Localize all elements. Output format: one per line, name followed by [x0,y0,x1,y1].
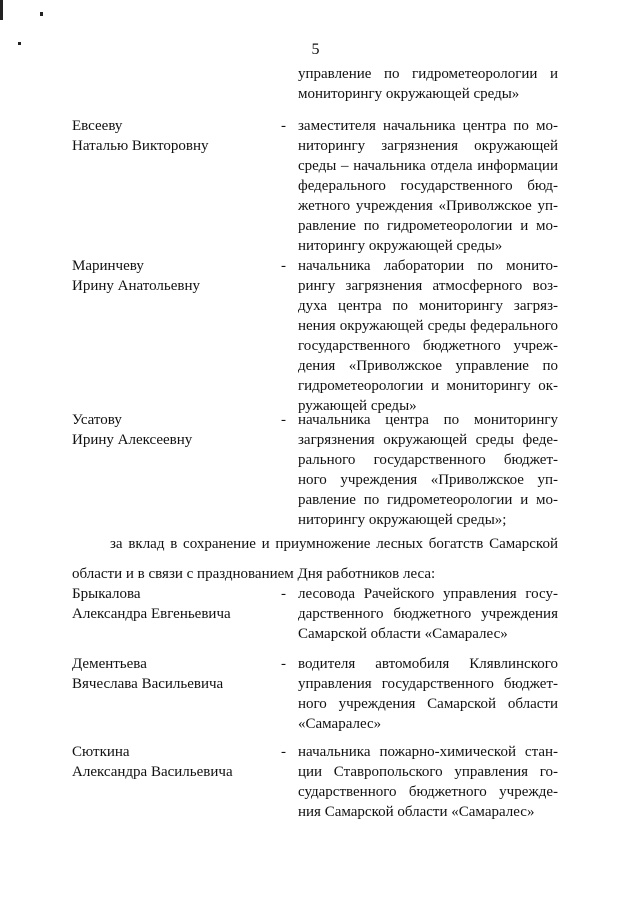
dash: - [281,656,286,672]
person-name [72,410,272,450]
desc-line: загрязнения окружающей среды феде- [298,432,558,448]
scan-dot [40,12,43,16]
desc-line: рального государственного бюджет- [298,452,558,468]
dash: - [281,258,286,274]
dash: - [281,744,286,760]
desc-line: среды – начальника отдела информации [298,158,558,174]
paragraph-line: за вклад в сохранение и приумножение лесных богатств Самарской [110,536,558,552]
desc-line: заместителя начальника центра по мо- [298,118,558,134]
surname: Евсееву [72,118,123,134]
paragraph-line: области и в связи с празднованием Дня работников леса: [72,566,436,582]
given-names: Ирину Анатольевну [72,278,201,294]
desc-line: дения «Приволжское управление по [298,358,558,374]
desc-line: начальника центра по мониторингу [298,412,558,428]
position-description [298,410,558,530]
desc-line: государственного бюджетного учреж- [298,338,558,354]
scan-mark [0,0,3,20]
surname: Маринчеву [72,258,144,274]
desc-line: равление по гидрометеорологии и мо- [298,492,558,508]
desc-line: ного учреждения «Приволжское уп- [298,472,558,488]
surname: Дементьева [72,656,147,672]
award-paragraph [72,534,558,584]
given-names: Александра Евгеньевича [72,606,231,622]
person-name [72,584,272,624]
desc-line: гидрометеорологии и мониторингу ок- [298,378,558,394]
position-description [298,742,558,822]
position-description [298,584,558,644]
desc-line: рингу загрязнения атмосферного воз- [298,278,558,294]
surname: Сюткина [72,744,130,760]
desc-line: «Самаралес» [298,716,382,732]
desc-line: сударственного бюджетного учрежде- [298,784,558,800]
continuation-text [298,64,558,104]
desc-line: Самарской области «Самаралес» [298,626,508,642]
desc-line: управление по гидрометеорологии и [298,66,558,82]
desc-line: ниторингу загрязнения окружающей [298,138,558,154]
surname: Брыкалова [72,586,141,602]
desc-line: ружающей среды» [298,398,417,414]
dash: - [281,586,286,602]
person-name [72,654,272,694]
desc-line: дарственного бюджетного учреждения [298,606,558,622]
surname: Усатову [72,412,122,428]
given-names: Наталью Викторовну [72,138,209,154]
person-name [72,116,272,156]
desc-line: водителя автомобиля Клявлинского [298,656,558,672]
desc-line: управления государственного бюджет- [298,676,558,692]
desc-line: ния Самарской области «Самаралес» [298,804,535,820]
desc-line: духа центра по мониторингу загряз- [298,298,558,314]
desc-line: ниторингу окружающей среды»; [298,512,507,528]
desc-line: начальника пожарно-химической стан- [298,744,558,760]
person-name [72,256,272,296]
given-names: Вячеслава Васильевича [72,676,224,692]
desc-line: федерального государственного бюд- [298,178,558,194]
person-name [72,742,272,782]
dash: - [281,412,286,428]
desc-line: ного учреждения Самарской области [298,696,558,712]
given-names: Ирину Алексеевну [72,432,193,448]
desc-line: мониторингу окружающей среды» [298,86,520,102]
position-description [298,256,558,416]
position-description [298,654,558,734]
desc-line: нения окружающей среды федерального [298,318,558,334]
position-description [298,116,558,256]
page-number: 5 [311,41,320,58]
desc-line: равление по гидрометеорологии и мо- [298,218,558,234]
given-names: Александра Васильевича [72,764,233,780]
desc-line: начальника лаборатории по монито- [298,258,558,274]
dash: - [281,118,286,134]
desc-line: жетного учреждения «Приволжское уп- [298,198,558,214]
desc-line: ниторингу окружающей среды» [298,238,503,254]
desc-line: лесовода Рачейского управления госу- [298,586,558,602]
desc-line: ции Ставропольского управления го- [298,764,558,780]
